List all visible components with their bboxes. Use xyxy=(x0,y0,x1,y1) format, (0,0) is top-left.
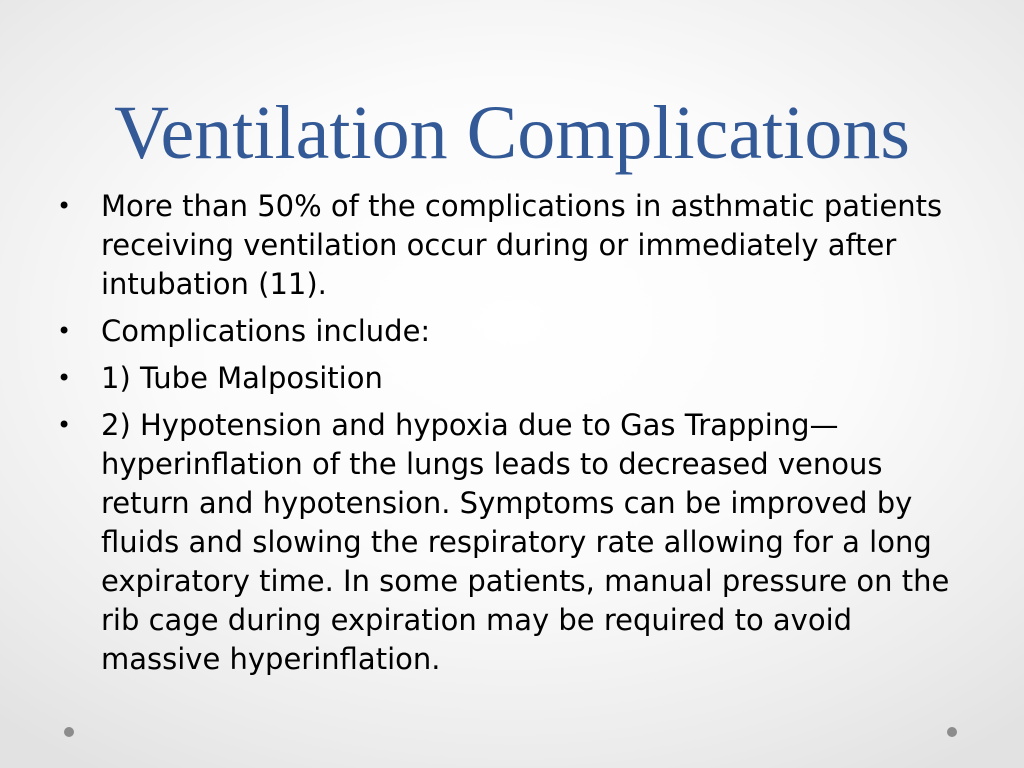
bullet-marker: • xyxy=(57,364,72,392)
corner-dot-left-decoration xyxy=(64,727,74,737)
bullet-item xyxy=(56,359,961,398)
bullet-text: 1) Tube Malposition xyxy=(101,361,383,395)
bullet-item xyxy=(56,406,961,679)
bullet-item xyxy=(56,312,961,351)
bullet-list xyxy=(56,187,961,687)
bullet-text: More than 50% of the complications in asthmatic patients receiving ventilation occur during or immediately after intubation (11). xyxy=(101,189,943,301)
corner-dot-right-decoration xyxy=(947,727,957,737)
bullet-text: Complications include: xyxy=(101,314,431,348)
slide-title: Ventilation Complications xyxy=(114,91,910,175)
bullet-marker: • xyxy=(57,192,72,220)
bullet-marker: • xyxy=(57,317,72,345)
bullet-item xyxy=(56,187,961,304)
bullet-text: 2) Hypotension and hypoxia due to Gas Trapping—hyperinflation of the lungs leads to decreased venous return and hypotension. Symptoms can be improved by fluids and slowing the respiratory rate allowing for a long expiratory time. In some patients, manual pressure on the rib cage during expiration may be required to avoid massive hyperinflation. xyxy=(101,408,950,676)
bullet-marker: • xyxy=(57,411,72,439)
